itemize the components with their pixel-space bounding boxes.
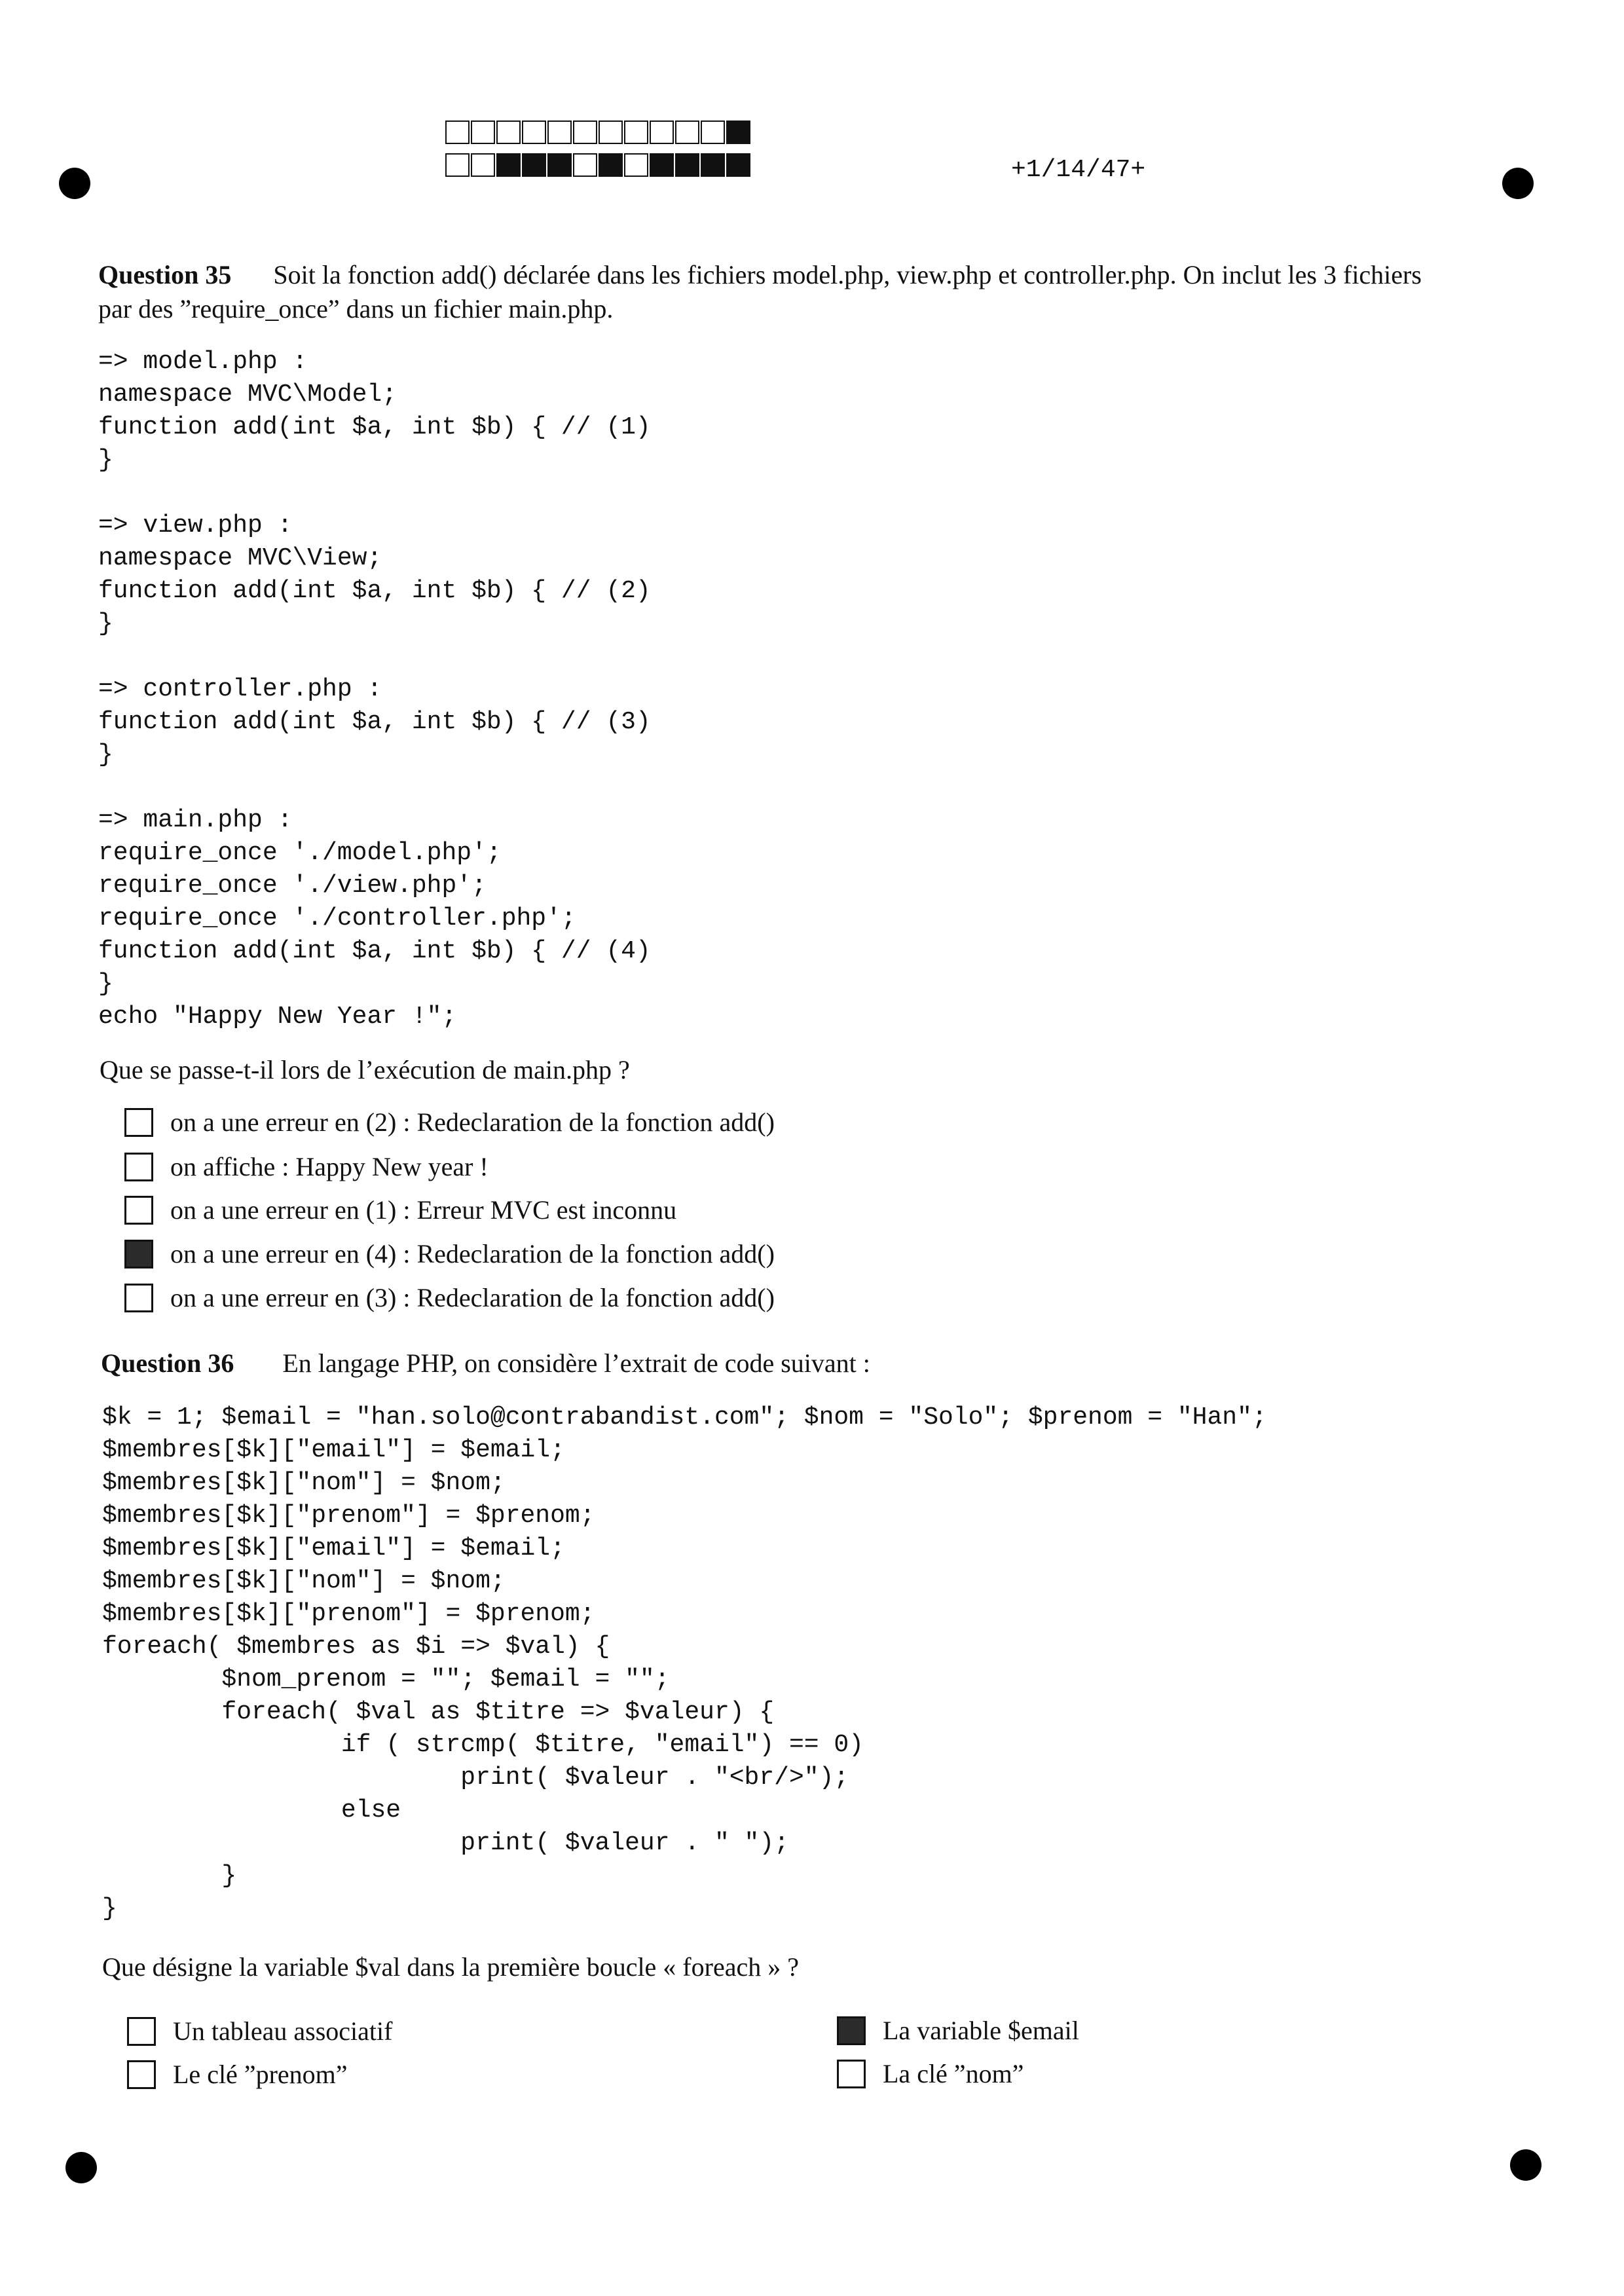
barcode-cell — [650, 120, 674, 144]
answer-label: on a une erreur en (3) : Redeclaration de la fonction add() — [170, 1283, 775, 1312]
q35-statement — [98, 258, 1539, 326]
barcode-cell — [573, 153, 597, 177]
barcode-cell — [445, 153, 470, 177]
barcode-cell — [522, 153, 546, 177]
checkbox-checked[interactable] — [124, 1240, 153, 1268]
barcode-bottom-row — [445, 153, 752, 177]
barcode-cell — [573, 120, 597, 144]
answer-label: on affiche : Happy New year ! — [170, 1152, 489, 1181]
q36-answer-4[interactable] — [837, 2058, 1024, 2089]
q35-answer-1[interactable] — [124, 1107, 775, 1138]
barcode-cell — [471, 153, 495, 177]
q35-answer-2[interactable] — [124, 1151, 489, 1182]
barcode-cell — [675, 120, 699, 144]
checkbox[interactable] — [127, 2060, 156, 2089]
barcode-cell — [726, 120, 750, 144]
q35-label: Question 35 — [98, 260, 232, 289]
barcode-cell — [599, 153, 623, 177]
q35-code-controller: => controller.php : function add(int $a, int $b) { // (3) } — [98, 675, 651, 769]
answer-label: Le clé ”prenom” — [173, 2060, 348, 2089]
checkbox-checked[interactable] — [837, 2016, 866, 2045]
barcode-cell — [701, 120, 725, 144]
barcode-cell — [650, 153, 674, 177]
barcode-cell — [675, 153, 699, 177]
q35-code-main: => main.php : require_once './model.php'; require_once './view.php'; require_once './controller.php'; function add(int $a, int $b) { // (4) } echo "Happy New Year !"; — [98, 806, 651, 1031]
answer-label: on a une erreur en (4) : Redeclaration de la fonction add() — [170, 1239, 775, 1268]
page-reference: +1/14/47+ — [1011, 156, 1146, 184]
barcode-cell — [624, 120, 648, 144]
q35-text-line1: Soit la fonction add() déclarée dans les fichiers model.php, view.php et controller.php. On inclut les 3 fichiers — [273, 260, 1422, 289]
answer-label: La variable $email — [883, 2016, 1079, 2045]
q36-code: $k = 1; $email = "han.solo@contrabandist.com"; $nom = "Solo"; $prenom = "Han"; $membres[$k]["email"] = $email; $membres[$k]["nom"] = $nom; $membres[$k]["prenom"] = $prenom; $membres[$k]["email"] = $email; $membres[$k]["nom"] = $nom; $membres[$k]["prenom"] = $prenom; foreach( $membres as $i => $val) { $nom_prenom = ""; $email = ""; foreach( $val as $titre => $valeur) { if ( strcmp( $titre, "email") == 0) print( $valeur . "<br/>"); else print( $valeur . " "); } } — [102, 1403, 1267, 1923]
corner-mark-top-right — [1502, 168, 1534, 199]
checkbox[interactable] — [124, 1284, 153, 1312]
q36-answer-2[interactable] — [127, 2059, 348, 2090]
q36-label: Question 36 — [101, 1348, 234, 1378]
q35-answer-5[interactable] — [124, 1282, 775, 1313]
q35-code-view: => view.php : namespace MVC\View; function add(int $a, int $b) { // (2) } — [98, 511, 651, 638]
barcode-cell — [624, 153, 648, 177]
barcode-cell — [701, 153, 725, 177]
checkbox[interactable] — [124, 1108, 153, 1137]
checkbox[interactable] — [124, 1196, 153, 1225]
barcode-cell — [496, 120, 521, 144]
corner-mark-bottom-right — [1510, 2149, 1541, 2181]
barcode-cell — [445, 120, 470, 144]
q36-answer-1[interactable] — [127, 2016, 392, 2046]
q35-prompt: Que se passe-t-il lors de l’exécution de main.php ? — [100, 1055, 630, 1084]
q35-answer-3[interactable] — [124, 1194, 676, 1225]
answer-label: on a une erreur en (1) : Erreur MVC est inconnu — [170, 1195, 677, 1225]
checkbox[interactable] — [837, 2060, 866, 2088]
q36-text: En langage PHP, on considère l’extrait de code suivant : — [282, 1348, 870, 1378]
answer-label: on a une erreur en (2) : Redeclaration de la fonction add() — [170, 1107, 775, 1137]
q36-statement — [101, 1346, 870, 1380]
checkbox[interactable] — [127, 2017, 156, 2046]
corner-mark-top-left — [59, 168, 90, 199]
barcode-cell — [599, 120, 623, 144]
barcode-cell — [547, 120, 572, 144]
barcode-cell — [726, 153, 750, 177]
q35-answer-4[interactable] — [124, 1238, 775, 1269]
q35-code-model: => model.php : namespace MVC\Model; function add(int $a, int $b) { // (1) } — [98, 348, 651, 474]
barcode-cell — [547, 153, 572, 177]
barcode-cell — [522, 120, 546, 144]
q35-text-line2: par des ”require_once” dans un fichier main.php. — [98, 294, 614, 324]
corner-mark-bottom-left — [65, 2152, 97, 2183]
q36-prompt: Que désigne la variable $val dans la première boucle « foreach » ? — [102, 1952, 799, 1982]
barcode-cell — [496, 153, 521, 177]
checkbox[interactable] — [124, 1153, 153, 1181]
q36-answer-3[interactable] — [837, 2015, 1079, 2046]
answer-label: Un tableau associatif — [173, 2016, 393, 2046]
answer-label: La clé ”nom” — [883, 2059, 1024, 2088]
barcode-top-row — [445, 120, 752, 144]
barcode-cell — [471, 120, 495, 144]
